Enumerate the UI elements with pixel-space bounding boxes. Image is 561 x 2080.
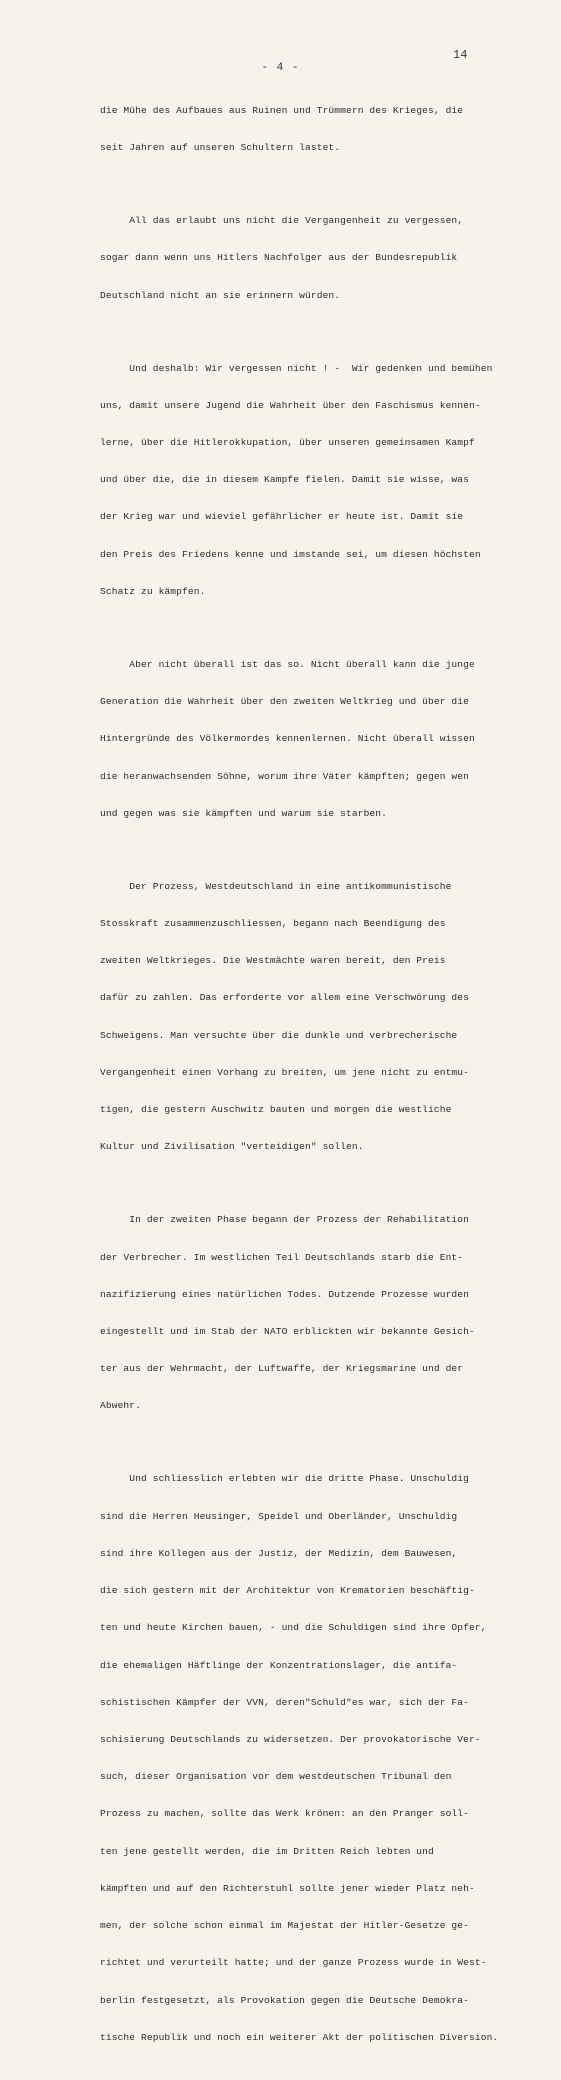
paragraph-4 — [100, 634, 540, 845]
text-line: seit Jahren auf unseren Schultern lastet. — [100, 142, 341, 154]
text-line: tische Republik und noch ein weiterer Akt der politischen Diversion. — [100, 2031, 499, 2043]
text-line: In der zweiten Phase begann der Prozess der Rehabilitation — [100, 1214, 470, 1226]
text-line: eingestellt und im Stab der NATO erblickten wir bekannte Gesich- — [100, 1326, 475, 1337]
text-line: Vergangenheit einen Vorhang zu breiten, um jene nicht zu entmu- — [100, 1066, 470, 1078]
text-line: den Preis des Friedens kenne und imstande sei, um diesen höchsten — [100, 548, 481, 560]
text-line: richtet und verurteilt hatte; und der ganze Prozess wurde in West- — [100, 1957, 487, 1969]
page-header: - 4 - — [261, 62, 300, 74]
text-line: Der Prozess, Westdeutschland in eine antikommunistische — [100, 880, 452, 892]
text-line: uns, damit unsere Jugend die Wahrheit über den Faschismus kennen- — [100, 399, 481, 411]
text-line: schisierung Deutschlands zu widersetzen. Der provokatorische Ver- — [100, 1734, 481, 1745]
text-line: Generation die Wahrheit über den zweiten Weltkrieg und über die — [100, 696, 470, 708]
text-line: such, dieser Organisation vor dem westdeutschen Tribunal den — [100, 1771, 452, 1783]
text-line: ten und heute Kirchen bauen, - und die Schuldigen sind ihre Opfer, — [100, 1622, 487, 1634]
text-line: zweiten Weltkrieges. Die Westmächte waren bereit, den Preis — [100, 955, 446, 967]
text-line: die Mühe des Aufbaues aus Ruinen und Trümmern des Krieges, die — [100, 104, 464, 116]
text-line: Schatz zu kämpfen. — [100, 585, 206, 597]
text-line: der Verbrecher. Im westlichen Teil Deutschlands starb die Ent- — [100, 1251, 464, 1263]
paragraph-7 — [100, 1449, 540, 2069]
text-line: sind die Herren Heusinger, Speidel und Oberländer, Unschuldig — [100, 1510, 458, 1522]
paragraph-5 — [100, 856, 540, 1179]
text-line: und über die, die in diesem Kampfe fielen. Damit sie wisse, was — [100, 474, 470, 486]
text-line: sogar dann wenn uns Hitlers Nachfolger aus der Bundesrepublik — [100, 252, 458, 264]
paragraph-3 — [100, 338, 540, 623]
text-line: die sich gestern mit der Architektur von Krematorien beschäftig- — [100, 1585, 475, 1597]
text-line: der Krieg war und wieviel gefährlicher er heute ist. Damit sie — [100, 511, 464, 523]
text-line: tigen, die gestern Auschwitz bauten und morgen die westliche — [100, 1104, 452, 1116]
text-line: berlin festgesetzt, als Provokation gegen die Deutsche Demokra- — [100, 1994, 470, 2006]
text-line: die ehemaligen Häftlinge der Konzentrationslager, die antifa- — [100, 1659, 458, 1671]
text-line: Stosskraft zusammenzuschliessen, begann nach Beendigung des — [100, 918, 446, 929]
text-line: Schweigens. Man versuchte über die dunkle und verbrecherische — [100, 1029, 458, 1041]
text-line: Hintergründe des Völkermordes kennenlernen. Nicht überall wissen — [100, 733, 475, 745]
text-line: lerne, über die Hitlerokkupation, über unseren gemeinsamen Kampf — [100, 436, 475, 448]
text-line: dafür zu zahlen. Das erforderte vor allem eine Verschwörung des — [100, 992, 470, 1004]
text-line: die heranwachsenden Söhne, worum ihre Väter kämpften; gegen wen — [100, 770, 470, 782]
text-line: Und schliesslich erlebten wir die dritte Phase. Unschuldig — [100, 1473, 470, 1485]
paragraph-6 — [100, 1190, 540, 1438]
text-line: Kultur und Zivilisation "verteidigen" sollen. — [100, 1141, 364, 1153]
text-line: nazifizierung eines natürlichen Todes. Dutzende Prozesse wurden — [100, 1288, 470, 1300]
text-line: ten jene gestellt werden, die im Dritten Reich lebten und — [100, 1845, 434, 1857]
text-line: All das erlaubt uns nicht die Vergangenheit zu vergessen, — [100, 215, 464, 227]
text-line: men, der solche schon einmal im Majestat der Hitler-Gesetze ge- — [100, 1920, 470, 1932]
body-text — [100, 80, 540, 2080]
text-line: Deutschland nicht an sie erinnern würden. — [100, 289, 341, 301]
page-number: 14 — [453, 48, 468, 62]
paragraph-2 — [100, 190, 540, 326]
text-line: und gegen was sie kämpften und warum sie starben. — [100, 807, 388, 819]
text-line: Und deshalb: Wir vergessen nicht ! - Wir gedenken und bemühen — [100, 362, 493, 374]
text-line: Aber nicht überall ist das so. Nicht überall kann die junge — [100, 658, 475, 670]
text-line: Prozess zu machen, sollte das Werk krönen: an den Pranger soll- — [100, 1808, 470, 1820]
text-line: Abwehr. — [100, 1400, 142, 1412]
text-line: sind ihre Kollegen aus der Justiz, der Medizin, dem Bauwesen, — [100, 1547, 458, 1559]
text-line: kämpften und auf den Richterstuhl sollte jener wieder Platz neh- — [100, 1882, 475, 1894]
paragraph-1 — [100, 80, 540, 179]
text-line: ter aus der Wehrmacht, der Luftwaffe, der Kriegsmarine und der — [100, 1363, 464, 1375]
text-line: schistischen Kämpfer der VVN, deren"Schuld"es war, sich der Fa- — [100, 1696, 470, 1708]
